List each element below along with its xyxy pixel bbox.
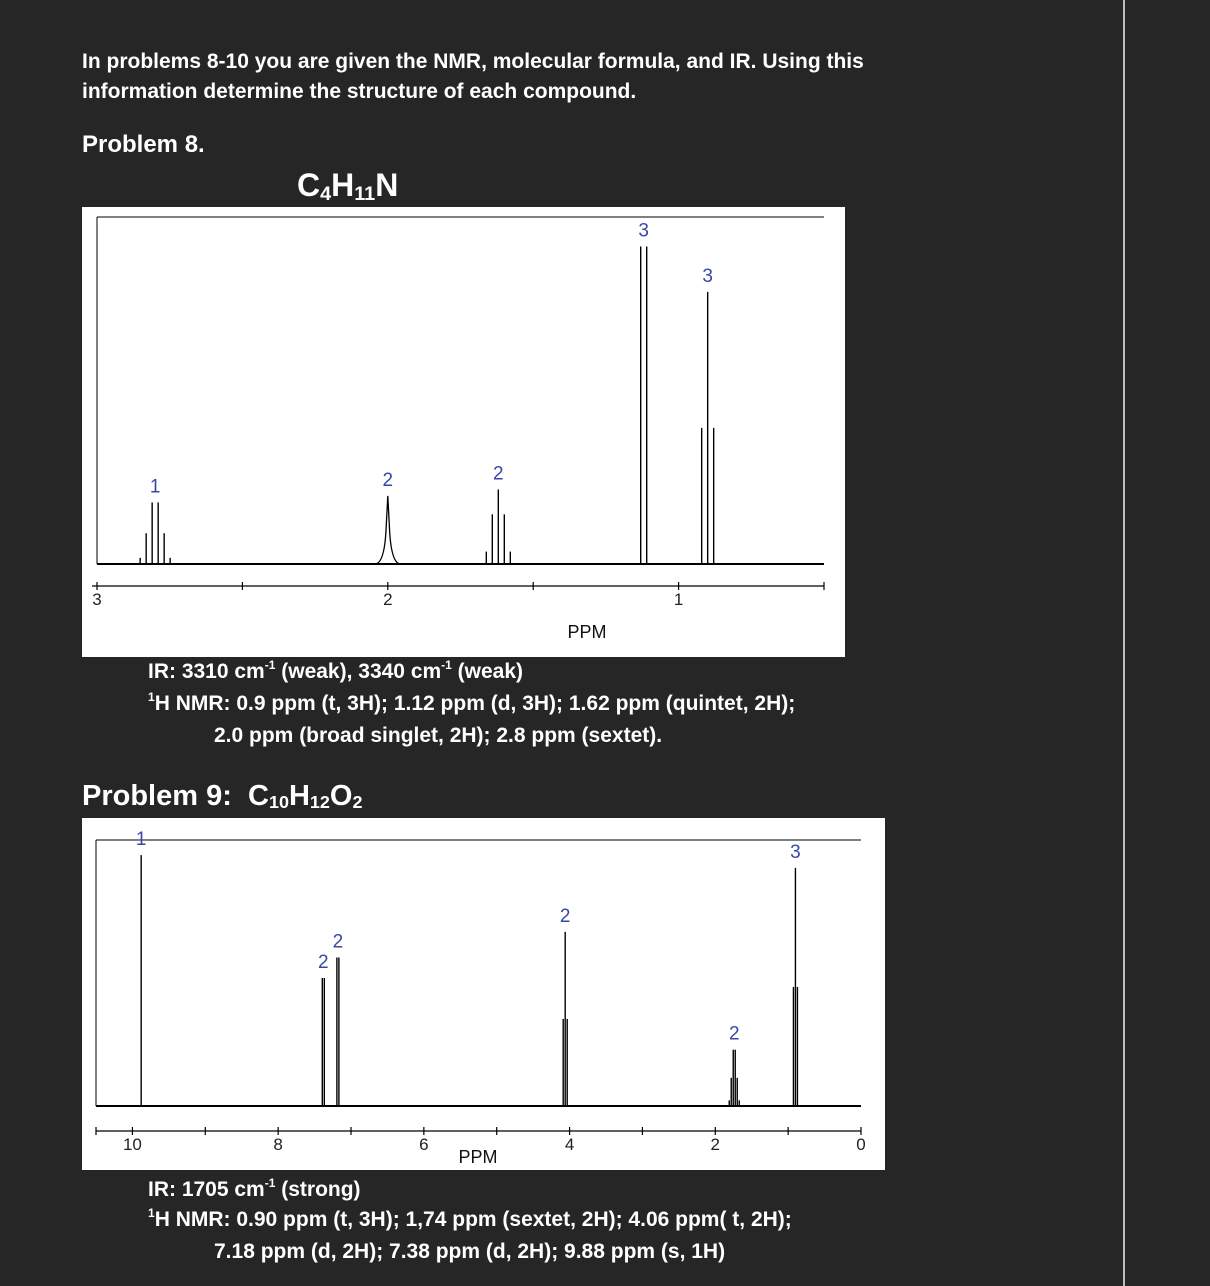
ir-text: IR: 1705 cm: [148, 1178, 265, 1201]
right-margin-strip: [1125, 0, 1210, 1286]
formula-subscript: 4: [320, 182, 332, 205]
x-axis-label: PPM: [458, 1147, 498, 1167]
problem-9-ir: [148, 1178, 361, 1202]
instructions: [82, 47, 864, 107]
formula-element: C: [297, 167, 321, 203]
spectrum-peak: [702, 292, 714, 564]
formula-element: O: [329, 780, 353, 812]
peak-integration-label: 3: [702, 265, 713, 287]
x-tick-label: 8: [273, 1135, 283, 1154]
ir-superscript: -1: [441, 658, 452, 672]
formula-subscript: 10: [268, 792, 289, 813]
nmr-superscript: 1: [148, 1206, 155, 1220]
peak-integration-label: 3: [638, 220, 649, 242]
peak-integration-label: 1: [135, 829, 147, 851]
ir-text: (weak), 3340 cm: [275, 660, 442, 683]
problem-8-title: Problem 8.: [82, 131, 205, 158]
formula-subscript: 2: [352, 792, 363, 813]
x-axis-label: PPM: [567, 622, 607, 642]
peak-integration-label: 2: [493, 463, 504, 485]
problem-9-label: Problem 9:: [82, 780, 248, 812]
x-tick-label: 6: [419, 1135, 429, 1154]
peak-integration-label: 3: [790, 841, 801, 863]
spectrum-peak: [337, 958, 339, 1106]
formula-subscript: 11: [354, 182, 376, 205]
x-tick-label: 1: [673, 590, 684, 609]
x-tick-label: 4: [564, 1135, 575, 1154]
peak-integration-label: 2: [318, 952, 329, 973]
formula-element: H: [331, 167, 355, 203]
problem-9-nmr-line-2: 7.18 ppm (d, 2H); 7.38 ppm (d, 2H); 9.88 ppm (s, 1H): [214, 1240, 726, 1263]
problem-8-nmr-spectrum: [82, 207, 845, 657]
instructions-line-2: information determine the structure of each compound.: [82, 80, 637, 103]
x-tick-label: 2: [383, 590, 393, 609]
spectrum-peak: [322, 978, 324, 1106]
instructions-line-1: In problems 8-10 you are given the NMR, molecular formula, and IR. Using this: [82, 50, 864, 73]
nmr-text: H NMR: 0.9 ppm (t, 3H); 1.12 ppm (d, 3H); 1.62 ppm (quintet, 2H);: [154, 692, 796, 715]
x-tick-label: 3: [92, 590, 102, 609]
peak-integration-label: 2: [559, 905, 571, 927]
peak-integration-label: 1: [149, 476, 161, 498]
spectrum-peak: [793, 868, 797, 1106]
peak-integration-label: 2: [382, 469, 394, 491]
formula-element: N: [375, 167, 399, 203]
problem-8-formula: [297, 167, 398, 204]
formula-element: C: [248, 780, 269, 812]
x-tick-label: 0: [856, 1135, 866, 1154]
ir-text: (strong): [275, 1178, 361, 1201]
ir-superscript: -1: [264, 1176, 276, 1190]
spectrum-peak: [486, 489, 510, 564]
problem-9-spectrum-panel: [82, 818, 885, 1170]
x-tick-label: 10: [122, 1135, 142, 1154]
problem-9-nmr-line-1: [148, 1208, 792, 1232]
formula-subscript: 12: [309, 792, 330, 813]
problem-8-nmr-line-2: 2.0 ppm (broad singlet, 2H); 2.8 ppm (sextet).: [214, 724, 663, 747]
x-tick-label: 2: [710, 1135, 721, 1154]
ir-text: IR: 3310 cm: [148, 660, 265, 683]
problem-8-nmr-line-1: [148, 692, 795, 716]
spectrum-peak: [641, 246, 647, 564]
ir-text: (weak): [451, 660, 524, 683]
problem-9-title: [82, 780, 362, 813]
peak-integration-label: 2: [728, 1023, 740, 1045]
spectrum-peak: [376, 496, 400, 564]
ir-superscript: -1: [264, 658, 276, 672]
nmr-superscript: 1: [148, 690, 155, 704]
problem-8-spectrum-panel: [82, 207, 845, 657]
peak-integration-label: 2: [332, 931, 344, 953]
problem-8-ir: [148, 660, 523, 684]
nmr-text: H NMR: 0.90 ppm (t, 3H); 1,74 ppm (sextet, 2H); 4.06 ppm( t, 2H);: [154, 1208, 792, 1231]
spectrum-peak: [140, 502, 170, 564]
formula-element: H: [288, 780, 310, 812]
spectrum-peak: [729, 1050, 739, 1106]
spectrum-peak: [563, 932, 567, 1106]
problem-9-nmr-spectrum: [82, 818, 885, 1170]
